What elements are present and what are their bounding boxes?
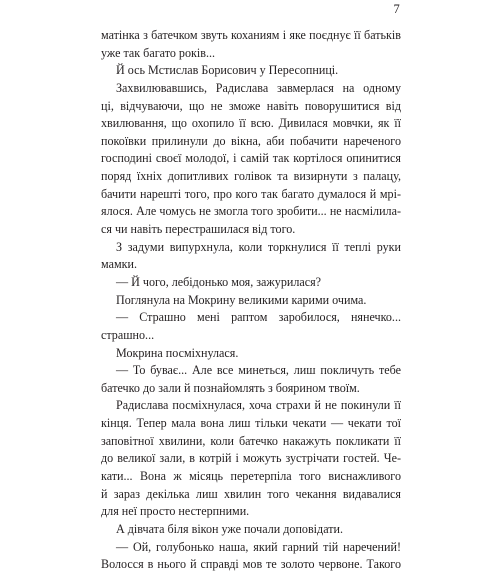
body-text [101, 27, 401, 574]
text-line: Й ось Мстислав Борисович у Пересопниці. [116, 63, 339, 78]
text-line: поряд їхніх допитливих голівок та визирнути з палацу, [101, 169, 401, 184]
text-line: покоївки прилинули до вікна, аби побачити нареченого [101, 133, 401, 148]
text-line: страшно... [101, 327, 155, 342]
text-line: батечко до зали й познайомлять з боярином твоїм. [101, 380, 360, 395]
text-line: Волосся в нього й справді мов те золото червоне. Такого [101, 557, 401, 572]
text-line: матінка з батечком звуть коханиям і яке поєднує її батьків [101, 28, 401, 42]
text-line: кінця. Тепер мала вона лиш тільки чекати — чекати тої [101, 416, 401, 431]
text-line: — Ой, голубонько наша, який гарний тій наречений! [116, 539, 401, 554]
text-line: для неї просто нестерпними. [101, 504, 250, 519]
text-line: — То буває... Але все минеться, лиш покличуть тебе [116, 363, 401, 378]
text-line: З задуми випурхнула, коли торкнулися її теплі руки [116, 239, 401, 254]
text-line: кати... Вона ж місяць перетерпіла того виснажливого [101, 469, 401, 484]
text-line: ялося. Але чомусь не змогла того зробити... не насмілила- [101, 204, 401, 219]
text-line: заповітної хвилини, коли батечко накажуть покликати її [101, 433, 401, 448]
text-line: Захвилювавшись, Радислава завмерлася на одному [116, 80, 401, 95]
text-line: Радислава посміхнулася, хоча страхи й не покинули її [116, 398, 401, 413]
text-line: ці, відчуваючи, що не зможе навіть поворушитися від [101, 98, 401, 113]
text-line: Мокрина посміхнулася. [116, 345, 239, 360]
text-line: господині своєї молодої, і самій так кортілося опинитися [101, 151, 401, 166]
text-line: — Страшно мені раптом заробилося, нянечко... [116, 310, 401, 325]
page-number: 7 [393, 2, 400, 16]
text-line: ся чи навіть перестрашилася від того. [101, 222, 296, 237]
text-line: А дівчата біля вікон уже почали доповідати. [116, 521, 344, 536]
text-line: до великої зали, в котрій і можуть зустрічати гостей. Че- [101, 451, 401, 466]
text-line: Поглянула на Мокрину великими карими очима. [116, 292, 367, 307]
text-line: й зараз декілька лиш хвилин того чекання видавалися [101, 486, 401, 501]
text-line: бачити нарешті того, про кого так багато думалося й мрі- [101, 186, 401, 201]
text-line: — Й чого, лебідонько моя, зажурилася? [116, 274, 322, 289]
text-line: мамки. [101, 257, 137, 272]
text-line: хвилювання, що охопило її всю. Дивилася мовчки, як її [101, 116, 401, 131]
text-line: уже так багато років... [101, 45, 216, 60]
